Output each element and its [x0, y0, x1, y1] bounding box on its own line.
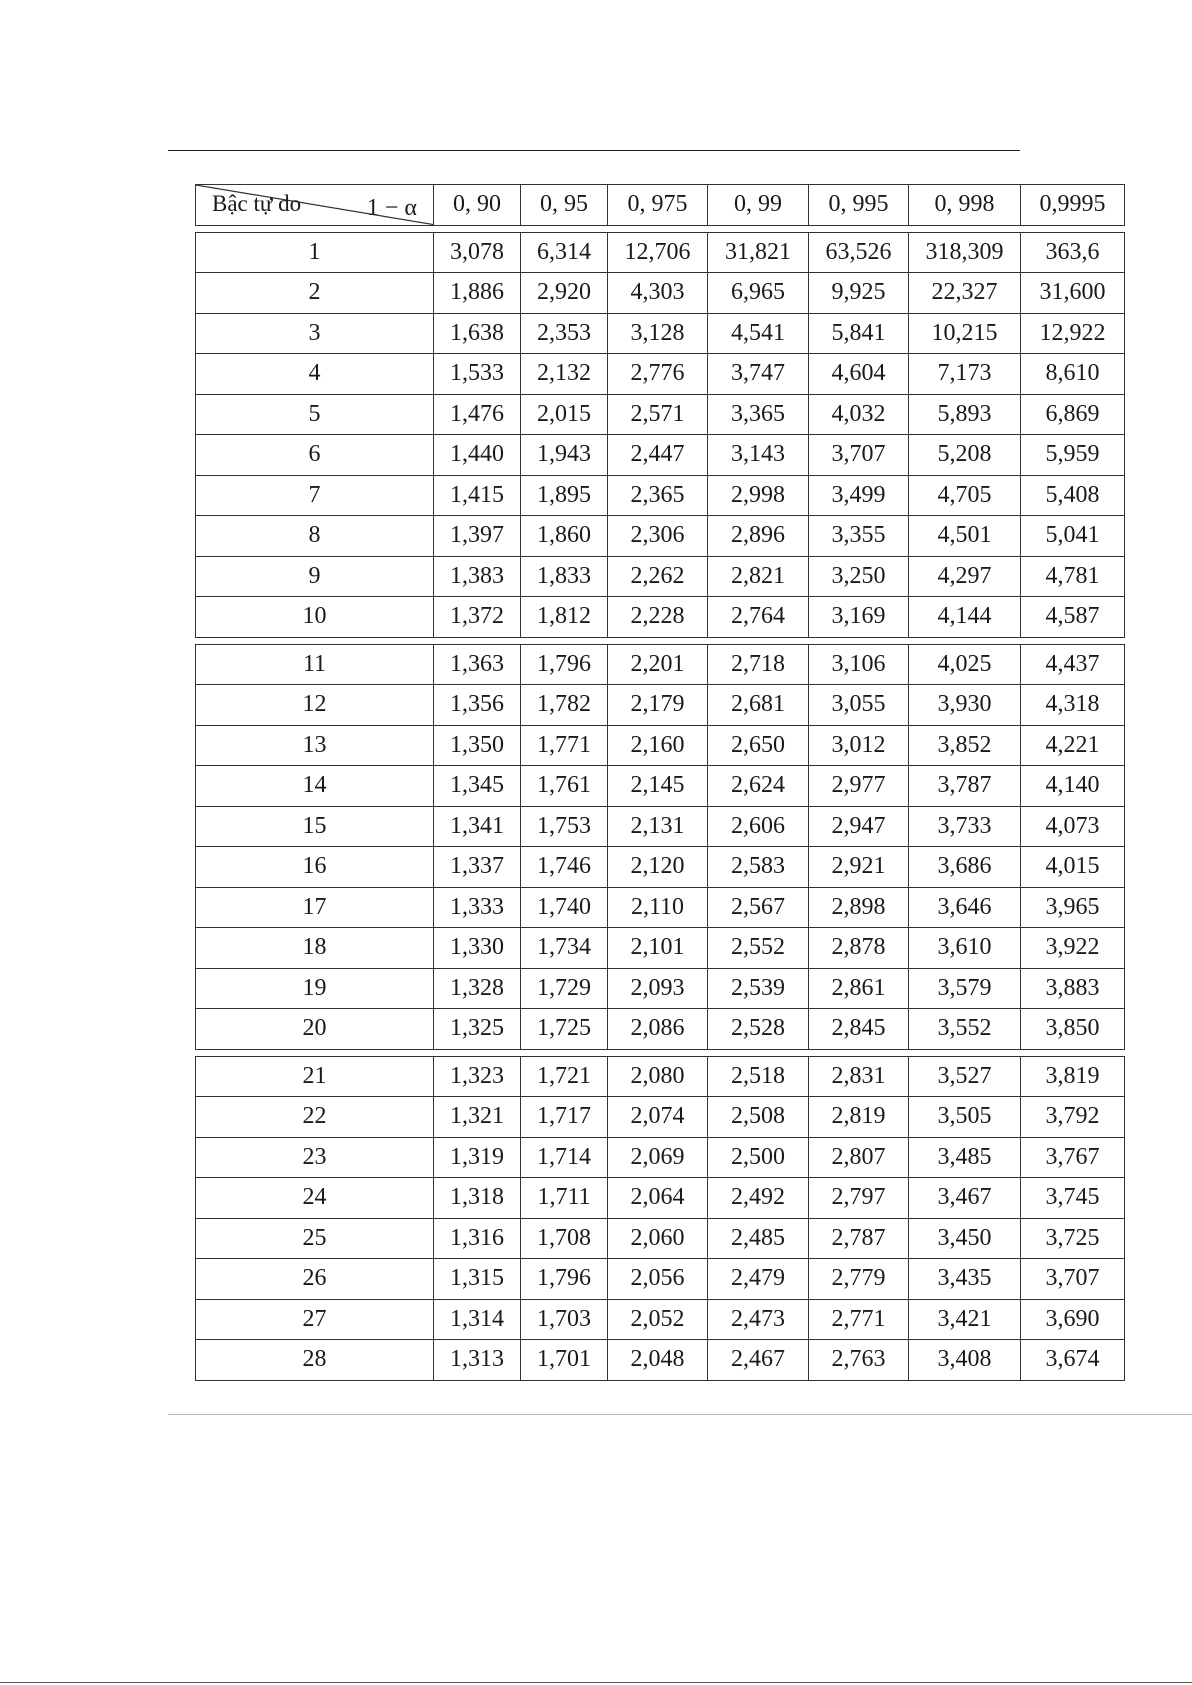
value-cell: 2,977 — [809, 766, 909, 807]
degrees-of-freedom-label: Bậc tự do — [212, 190, 302, 216]
value-cell: 3,012 — [809, 725, 909, 766]
value-cell: 5,841 — [809, 313, 909, 354]
value-cell: 7,173 — [909, 354, 1021, 395]
table-row — [196, 847, 1125, 888]
value-cell: 3,499 — [809, 475, 909, 516]
value-cell: 2,201 — [608, 644, 708, 685]
value-cell: 3,725 — [1021, 1218, 1125, 1259]
value-cell: 2,060 — [608, 1218, 708, 1259]
value-cell: 3,819 — [1021, 1056, 1125, 1097]
value-cell: 4,604 — [809, 354, 909, 395]
value-cell: 2,539 — [708, 968, 809, 1009]
value-cell: 1,363 — [434, 644, 521, 685]
value-cell: 2,132 — [521, 354, 608, 395]
value-cell: 1,333 — [434, 887, 521, 928]
value-cell: 4,025 — [909, 644, 1021, 685]
table-row — [196, 597, 1125, 638]
df-cell: 15 — [196, 806, 434, 847]
value-cell: 3,169 — [809, 597, 909, 638]
value-cell: 1,703 — [521, 1299, 608, 1340]
value-cell: 1,383 — [434, 556, 521, 597]
value-cell: 3,733 — [909, 806, 1021, 847]
df-cell: 1 — [196, 232, 434, 273]
bottom-rule — [168, 1414, 1192, 1415]
value-cell: 2,831 — [809, 1056, 909, 1097]
value-cell: 1,323 — [434, 1056, 521, 1097]
column-header: 0, 90 — [434, 185, 521, 226]
header-row — [196, 185, 1125, 226]
value-cell: 3,421 — [909, 1299, 1021, 1340]
value-cell: 2,120 — [608, 847, 708, 888]
table-row — [196, 516, 1125, 557]
table-row — [196, 1137, 1125, 1178]
value-cell: 2,821 — [708, 556, 809, 597]
value-cell: 2,845 — [809, 1009, 909, 1050]
value-cell: 2,583 — [708, 847, 809, 888]
value-cell: 2,500 — [708, 1137, 809, 1178]
df-cell: 21 — [196, 1056, 434, 1097]
value-cell: 1,746 — [521, 847, 608, 888]
df-cell: 23 — [196, 1137, 434, 1178]
value-cell: 1,341 — [434, 806, 521, 847]
value-cell: 4,705 — [909, 475, 1021, 516]
value-cell: 2,787 — [809, 1218, 909, 1259]
page-bottom-edge — [0, 1682, 1192, 1683]
table-row — [196, 1259, 1125, 1300]
value-cell: 3,850 — [1021, 1009, 1125, 1050]
value-cell: 1,734 — [521, 928, 608, 969]
value-cell: 1,316 — [434, 1218, 521, 1259]
value-cell: 1,717 — [521, 1097, 608, 1138]
value-cell: 3,745 — [1021, 1178, 1125, 1219]
value-cell: 2,353 — [521, 313, 608, 354]
value-cell: 2,093 — [608, 968, 708, 1009]
table-row — [196, 928, 1125, 969]
value-cell: 2,508 — [708, 1097, 809, 1138]
value-cell: 10,215 — [909, 313, 1021, 354]
table-block — [195, 1056, 1125, 1381]
table-row — [196, 273, 1125, 314]
value-cell: 2,681 — [708, 685, 809, 726]
value-cell: 1,782 — [521, 685, 608, 726]
value-cell: 2,528 — [708, 1009, 809, 1050]
value-cell: 1,708 — [521, 1218, 608, 1259]
value-cell: 1,372 — [434, 597, 521, 638]
value-cell: 1,318 — [434, 1178, 521, 1219]
value-cell: 1,812 — [521, 597, 608, 638]
value-cell: 3,485 — [909, 1137, 1021, 1178]
column-header: 0, 975 — [608, 185, 708, 226]
value-cell: 2,920 — [521, 273, 608, 314]
value-cell: 3,250 — [809, 556, 909, 597]
table-row — [196, 806, 1125, 847]
value-cell: 3,787 — [909, 766, 1021, 807]
value-cell: 22,327 — [909, 273, 1021, 314]
value-cell: 4,437 — [1021, 644, 1125, 685]
value-cell: 3,408 — [909, 1340, 1021, 1381]
table-row — [196, 1340, 1125, 1381]
value-cell: 2,878 — [809, 928, 909, 969]
value-cell: 2,101 — [608, 928, 708, 969]
value-cell: 4,297 — [909, 556, 1021, 597]
df-cell: 6 — [196, 435, 434, 476]
value-cell: 2,764 — [708, 597, 809, 638]
value-cell: 3,552 — [909, 1009, 1021, 1050]
value-cell: 1,533 — [434, 354, 521, 395]
value-cell: 3,435 — [909, 1259, 1021, 1300]
table-row — [196, 475, 1125, 516]
column-header: 0, 95 — [521, 185, 608, 226]
value-cell: 5,208 — [909, 435, 1021, 476]
value-cell: 1,328 — [434, 968, 521, 1009]
value-cell: 2,473 — [708, 1299, 809, 1340]
df-cell: 2 — [196, 273, 434, 314]
value-cell: 1,714 — [521, 1137, 608, 1178]
value-cell: 4,221 — [1021, 725, 1125, 766]
value-cell: 1,701 — [521, 1340, 608, 1381]
value-cell: 9,925 — [809, 273, 909, 314]
value-cell: 3,686 — [909, 847, 1021, 888]
value-cell: 2,052 — [608, 1299, 708, 1340]
value-cell: 6,869 — [1021, 394, 1125, 435]
value-cell: 2,779 — [809, 1259, 909, 1300]
value-cell: 3,579 — [909, 968, 1021, 1009]
value-cell: 2,518 — [708, 1056, 809, 1097]
df-cell: 8 — [196, 516, 434, 557]
value-cell: 1,330 — [434, 928, 521, 969]
value-cell: 2,718 — [708, 644, 809, 685]
df-cell: 4 — [196, 354, 434, 395]
column-header: 0, 998 — [909, 185, 1021, 226]
value-cell: 3,078 — [434, 232, 521, 273]
df-cell: 11 — [196, 644, 434, 685]
df-cell: 18 — [196, 928, 434, 969]
value-cell: 2,771 — [809, 1299, 909, 1340]
df-cell: 19 — [196, 968, 434, 1009]
value-cell: 1,315 — [434, 1259, 521, 1300]
value-cell: 1,729 — [521, 968, 608, 1009]
value-cell: 1,397 — [434, 516, 521, 557]
value-cell: 2,567 — [708, 887, 809, 928]
table-block — [195, 232, 1125, 638]
value-cell: 2,179 — [608, 685, 708, 726]
value-cell: 2,064 — [608, 1178, 708, 1219]
value-cell: 3,527 — [909, 1056, 1021, 1097]
value-cell: 3,707 — [1021, 1259, 1125, 1300]
value-cell: 1,895 — [521, 475, 608, 516]
value-cell: 1,761 — [521, 766, 608, 807]
value-cell: 2,365 — [608, 475, 708, 516]
value-cell: 1,415 — [434, 475, 521, 516]
value-cell: 1,325 — [434, 1009, 521, 1050]
value-cell: 1,833 — [521, 556, 608, 597]
value-cell: 1,725 — [521, 1009, 608, 1050]
value-cell: 6,314 — [521, 232, 608, 273]
value-cell: 3,922 — [1021, 928, 1125, 969]
value-cell: 2,921 — [809, 847, 909, 888]
df-cell: 14 — [196, 766, 434, 807]
value-cell: 1,711 — [521, 1178, 608, 1219]
value-cell: 2,492 — [708, 1178, 809, 1219]
df-cell: 28 — [196, 1340, 434, 1381]
table-row — [196, 685, 1125, 726]
value-cell: 4,073 — [1021, 806, 1125, 847]
value-cell: 1,740 — [521, 887, 608, 928]
df-cell: 9 — [196, 556, 434, 597]
value-cell: 1,753 — [521, 806, 608, 847]
value-cell: 4,501 — [909, 516, 1021, 557]
value-cell: 12,706 — [608, 232, 708, 273]
value-cell: 3,355 — [809, 516, 909, 557]
value-cell: 2,069 — [608, 1137, 708, 1178]
value-cell: 2,145 — [608, 766, 708, 807]
table-header — [195, 184, 1125, 226]
df-cell: 5 — [196, 394, 434, 435]
table-row — [196, 394, 1125, 435]
value-cell: 2,074 — [608, 1097, 708, 1138]
value-cell: 363,6 — [1021, 232, 1125, 273]
value-cell: 2,861 — [809, 968, 909, 1009]
value-cell: 1,319 — [434, 1137, 521, 1178]
value-cell: 4,587 — [1021, 597, 1125, 638]
value-cell: 3,646 — [909, 887, 1021, 928]
value-cell: 3,450 — [909, 1218, 1021, 1259]
value-cell: 8,610 — [1021, 354, 1125, 395]
table-row — [196, 725, 1125, 766]
value-cell: 31,600 — [1021, 273, 1125, 314]
value-cell: 4,140 — [1021, 766, 1125, 807]
value-cell: 2,807 — [809, 1137, 909, 1178]
confidence-level-label: 1 − α — [366, 195, 417, 221]
table-row — [196, 313, 1125, 354]
value-cell: 2,898 — [809, 887, 909, 928]
value-cell: 3,767 — [1021, 1137, 1125, 1178]
value-cell: 1,345 — [434, 766, 521, 807]
table-row — [196, 435, 1125, 476]
table-row — [196, 887, 1125, 928]
table-row — [196, 644, 1125, 685]
value-cell: 2,606 — [708, 806, 809, 847]
value-cell: 4,781 — [1021, 556, 1125, 597]
value-cell: 3,610 — [909, 928, 1021, 969]
value-cell: 3,690 — [1021, 1299, 1125, 1340]
value-cell: 3,930 — [909, 685, 1021, 726]
table-row — [196, 766, 1125, 807]
value-cell: 2,624 — [708, 766, 809, 807]
value-cell: 1,943 — [521, 435, 608, 476]
value-cell: 2,160 — [608, 725, 708, 766]
df-cell: 7 — [196, 475, 434, 516]
value-cell: 2,485 — [708, 1218, 809, 1259]
value-cell: 2,110 — [608, 887, 708, 928]
value-cell: 1,321 — [434, 1097, 521, 1138]
value-cell: 2,763 — [809, 1340, 909, 1381]
value-cell: 5,959 — [1021, 435, 1125, 476]
value-cell: 3,128 — [608, 313, 708, 354]
value-cell: 1,771 — [521, 725, 608, 766]
value-cell: 31,821 — [708, 232, 809, 273]
value-cell: 2,048 — [608, 1340, 708, 1381]
value-cell: 5,408 — [1021, 475, 1125, 516]
value-cell: 2,467 — [708, 1340, 809, 1381]
value-cell: 1,440 — [434, 435, 521, 476]
value-cell: 2,896 — [708, 516, 809, 557]
value-cell: 2,947 — [809, 806, 909, 847]
table-row — [196, 354, 1125, 395]
table-row — [196, 968, 1125, 1009]
value-cell: 3,674 — [1021, 1340, 1125, 1381]
value-cell: 3,365 — [708, 394, 809, 435]
table-row — [196, 1299, 1125, 1340]
table-body — [195, 232, 1124, 1381]
value-cell: 2,819 — [809, 1097, 909, 1138]
df-cell: 27 — [196, 1299, 434, 1340]
value-cell: 3,747 — [708, 354, 809, 395]
column-header: 0,9995 — [1021, 185, 1125, 226]
value-cell: 2,080 — [608, 1056, 708, 1097]
df-cell: 20 — [196, 1009, 434, 1050]
table-row — [196, 232, 1125, 273]
value-cell: 4,144 — [909, 597, 1021, 638]
value-cell: 318,309 — [909, 232, 1021, 273]
value-cell: 2,776 — [608, 354, 708, 395]
value-cell: 2,797 — [809, 1178, 909, 1219]
value-cell: 1,356 — [434, 685, 521, 726]
value-cell: 2,262 — [608, 556, 708, 597]
value-cell: 2,479 — [708, 1259, 809, 1300]
table-row — [196, 1178, 1125, 1219]
table-row — [196, 1097, 1125, 1138]
value-cell: 2,056 — [608, 1259, 708, 1300]
df-cell: 10 — [196, 597, 434, 638]
value-cell: 4,541 — [708, 313, 809, 354]
value-cell: 1,350 — [434, 725, 521, 766]
value-cell: 2,998 — [708, 475, 809, 516]
df-cell: 25 — [196, 1218, 434, 1259]
df-cell: 17 — [196, 887, 434, 928]
value-cell: 63,526 — [809, 232, 909, 273]
value-cell: 3,143 — [708, 435, 809, 476]
value-cell: 2,571 — [608, 394, 708, 435]
column-header: 0, 99 — [708, 185, 809, 226]
column-header: 0, 995 — [809, 185, 909, 226]
value-cell: 6,965 — [708, 273, 809, 314]
table-row — [196, 1056, 1125, 1097]
value-cell: 2,228 — [608, 597, 708, 638]
value-cell: 5,893 — [909, 394, 1021, 435]
value-cell: 4,303 — [608, 273, 708, 314]
value-cell: 2,650 — [708, 725, 809, 766]
df-cell: 13 — [196, 725, 434, 766]
value-cell: 1,313 — [434, 1340, 521, 1381]
value-cell: 1,638 — [434, 313, 521, 354]
value-cell: 12,922 — [1021, 313, 1125, 354]
value-cell: 3,965 — [1021, 887, 1125, 928]
table-row — [196, 556, 1125, 597]
value-cell: 1,314 — [434, 1299, 521, 1340]
value-cell: 4,015 — [1021, 847, 1125, 888]
value-cell: 3,852 — [909, 725, 1021, 766]
value-cell: 1,860 — [521, 516, 608, 557]
value-cell: 1,886 — [434, 273, 521, 314]
value-cell: 3,505 — [909, 1097, 1021, 1138]
value-cell: 1,721 — [521, 1056, 608, 1097]
value-cell: 5,041 — [1021, 516, 1125, 557]
table-row — [196, 1218, 1125, 1259]
df-cell: 16 — [196, 847, 434, 888]
value-cell: 4,318 — [1021, 685, 1125, 726]
top-rule — [168, 150, 1020, 151]
value-cell: 2,552 — [708, 928, 809, 969]
value-cell: 1,796 — [521, 1259, 608, 1300]
df-cell: 26 — [196, 1259, 434, 1300]
value-cell: 4,032 — [809, 394, 909, 435]
value-cell: 1,796 — [521, 644, 608, 685]
table-row — [196, 1009, 1125, 1050]
df-cell: 24 — [196, 1178, 434, 1219]
df-cell: 3 — [196, 313, 434, 354]
value-cell: 3,055 — [809, 685, 909, 726]
value-cell: 2,131 — [608, 806, 708, 847]
value-cell: 3,792 — [1021, 1097, 1125, 1138]
value-cell: 3,467 — [909, 1178, 1021, 1219]
t-distribution-table — [195, 184, 1124, 1381]
value-cell: 2,015 — [521, 394, 608, 435]
value-cell: 1,476 — [434, 394, 521, 435]
value-cell: 2,086 — [608, 1009, 708, 1050]
corner-header-cell — [196, 185, 434, 226]
value-cell: 3,106 — [809, 644, 909, 685]
value-cell: 2,306 — [608, 516, 708, 557]
table-block — [195, 644, 1125, 1050]
df-cell: 22 — [196, 1097, 434, 1138]
value-cell: 1,337 — [434, 847, 521, 888]
value-cell: 2,447 — [608, 435, 708, 476]
value-cell: 3,707 — [809, 435, 909, 476]
df-cell: 12 — [196, 685, 434, 726]
value-cell: 3,883 — [1021, 968, 1125, 1009]
